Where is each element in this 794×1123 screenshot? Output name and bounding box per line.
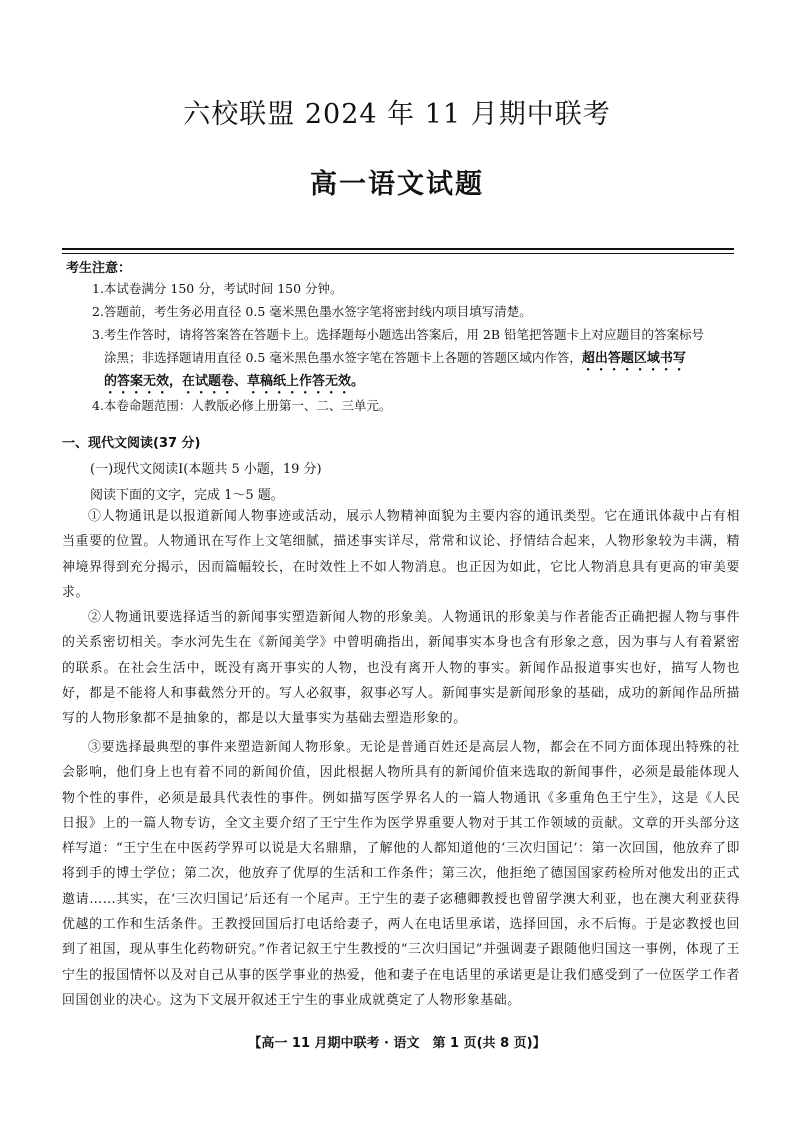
notice-title: 考生注意： [66,261,132,276]
header-divider-thick [62,248,734,250]
header-divider-thin [62,253,734,254]
notice-item-2: 2.答题前，考生务必用直径 0.5 毫米黑色墨水签字笔将密封线内项目填写清楚。 [92,304,532,319]
exam-title: 六校联盟 2024 年 11 月期中联考 [183,99,611,130]
notice-item-3-line-3 [104,370,364,397]
paper-title: 高一语文试题 [310,169,484,200]
notice-item-3-line-1: 3.考生作答时，请将答案答在答题卡上。选择题每小题选出答案后，用 2B 铅笔把答题卡上对应题目的答案标号 [92,327,705,342]
section-subheading: (一)现代文阅读Ⅰ(本题共 5 小题，19 分) [90,462,322,477]
passage-paragraph-3: ③要选择最典型的事件来塑造新闻人物形象。无论是普通百姓还是高层人物，都会在不同方面体现出特殊的社会影响，他们身上也有着不同的新闻价值，因此根据人物所具有的新闻价值来选取的新闻事件，必须是最能体现人物个性的事件，必须是最具代表性的事件。例如描写医学界名人的一篇人物通讯《多重角色王宁生》，这是《人民日报》上的一篇人物专访，全文主要介绍了王宁生作为医学界重要人物对于其工作领域的贡献。文章的开头部分这样写道：“王宁生在中医药学界可以说是大名鼎鼎，了解他的人都知道他的‘三次归国记’：第一次回国，他放弃了即将到手的博士学位；第二次，他放弃了优厚的生活和工作条件；第三次，他拒绝了德国国家药检所对他发出的正式邀请……其实，在‘三次归国记’后还有一个尾声。王宁生的妻子宓穗卿教授也曾留学澳大利亚，也在澳大利亚获得优越的工作和生活条件。王教授回国后打电话给妻子，两人在电话里承诺，选择回国，永不后悔。于是宓教授也回到了祖国，现从事生化药物研究。”作者记叙王宁生教授的“三次归国记”并强调妻子跟随他归国这一事例，体现了王宁生的报国情怀以及对自己从事的医学事业的热爱，他和妻子在电话里的承诺更是让我们感受到了一位医学工作者回国创业的决心。这为下文展开叙述王宁生的事业成就奠定了人物形象基础。 [62,740,740,1008]
page-footer: 【高一 11 月期中联考 · 语文 第 1 页(共 8 页)】 [248,1036,546,1051]
section-heading: 一、现代文阅读(37 分) [62,436,201,451]
notice-item-3-emphasis-continued: 的答案无效，在试题卷、草稿纸上作答无效。 [104,374,365,389]
notice-item-1: 1.本试卷满分 150 分，考试时间 150 分钟。 [92,281,343,296]
passage-paragraph-2: ②人物通讯要选择适当的新闻事实塑造新闻人物的形象美。人物通讯的形象美与作者能否正确把握人物与事件的关系密切相关。李水河先生在《新闻美学》中曾明确指出，新闻事实本身也含有形象之意，因为事与人有着紧密的联系。在社会生活中，既没有离开事实的人物，也没有离开人物的事实。新闻作品报道事实也好，描写人物也好，都是不能将人和事截然分开的。写人必叙事，叙事必写人。新闻事实是新闻形象的基础，成功的新闻作品所描写的人物形象都不是抽象的，都是以大量事实为基础去塑造形象的。 [62,610,740,727]
passage-paragraph-1: ①人物通讯是以报道新闻人物事迹或活动，展示人物精神面貌为主要内容的通讯类型。它在通讯体裁中占有相当重要的位置。人物通讯在写作上文笔细腻，描述事实详尽，常常和议论、抒情结合起来，人物形象较为丰满，精神境界得到充分揭示，因而篇幅较长，在时效性上不如人物消息。也正因为如此，它比人物消息具有更高的审美要求。 [62,509,740,600]
notice-item-3-emphasis: 超出答题区域书写 [581,351,686,366]
reading-instruction: 阅读下面的文字，完成 1～5 题。 [90,488,284,503]
notice-item-4: 4.本卷命题范围：人教版必修上册第一、二、三单元。 [92,398,392,413]
notice-item-3-plain: 涂黑；非选择题请用直径 0.5 毫米黑色墨水签字笔在答题卡上各题的答题区域内作答， [104,350,582,365]
